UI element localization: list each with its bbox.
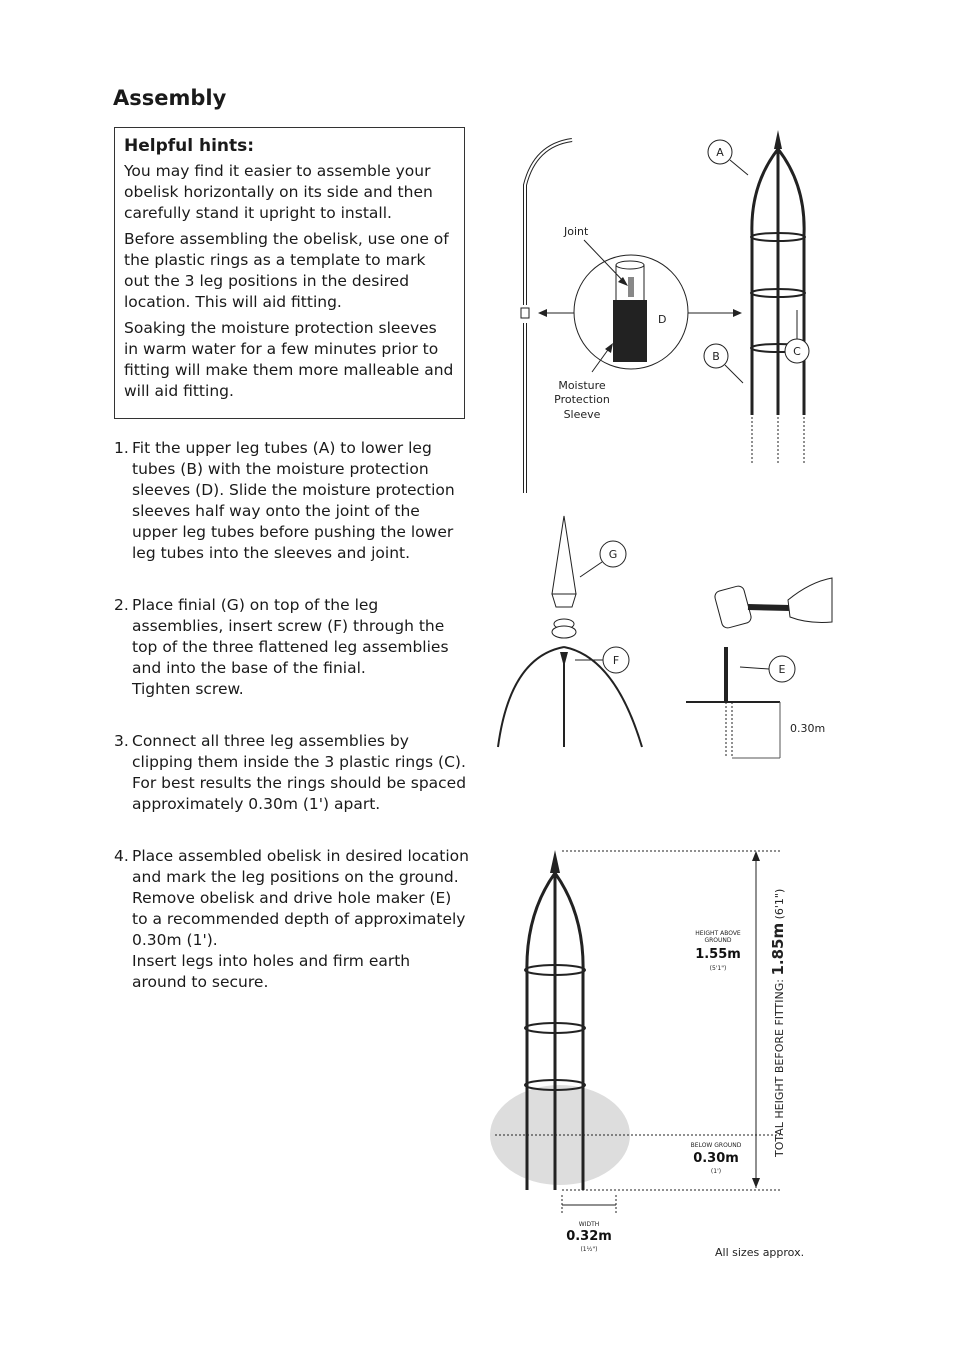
step-extra-text: Tighten screw. (132, 680, 244, 698)
width-label: WIDTH (578, 1221, 600, 1228)
hint-paragraph: Soaking the moisture protection sleeves in warm water for a few minutes prior to fitting will make them more malleable and will aid fitting. (124, 319, 454, 400)
page-title: Assembly (113, 86, 227, 110)
height-above-label: GROUND (704, 937, 732, 944)
label-b: B (712, 350, 720, 363)
step-text: Place finial (G) on top of the leg assemblies, insert screw (F) through the top of the three flattened leg assemblies and into the base of the finial. (132, 596, 449, 677)
step-3 (114, 731, 469, 815)
sizes-note: All sizes approx. (715, 1246, 805, 1259)
hints-title: Helpful hints: (124, 136, 255, 156)
label-f: F (612, 654, 620, 667)
step-number: 4. (114, 847, 129, 865)
step-text: Connect all three leg assemblies by clipping them inside the 3 plastic rings (C). For best results the rings should be spaced approximately 0.30m (1') apart. (132, 732, 467, 813)
below-ground-label: BELOW GROUND (690, 1142, 742, 1149)
joint-label: Joint (564, 225, 589, 238)
label-c: C (793, 345, 801, 358)
finial-diagram (490, 512, 850, 762)
total-height-value: 1.85m (769, 922, 787, 976)
label-d: D (658, 313, 667, 326)
below-ground-value: 0.30m (693, 1151, 739, 1166)
width-imperial: (1¹⁄₂") (580, 1246, 598, 1253)
step-number: 3. (114, 732, 129, 750)
below-ground-imperial: (1') (710, 1168, 722, 1175)
height-above-imperial: (5'1") (709, 965, 727, 972)
label-e: E (778, 663, 786, 676)
hint-paragraph: Before assembling the obelisk, use one of the plastic rings as a template to mark out the 3 leg positions in the desired location. This will aid fitting. (124, 230, 449, 311)
total-height-imperial: (6'1") (773, 888, 786, 920)
label-a: A (716, 146, 724, 159)
moisture-label: Moisture (558, 379, 606, 392)
hint-paragraph: You may find it easier to assemble your obelisk horizontally on its side and then carefully stand it upright to install. (124, 162, 433, 222)
step-number: 1. (114, 439, 129, 457)
depth-label: 0.30m (790, 722, 826, 735)
helpful-hints-box (114, 127, 465, 419)
step-1 (114, 438, 469, 564)
height-above-label: HEIGHT ABOVE (695, 930, 741, 937)
step-2 (114, 595, 469, 700)
step-text: Fit the upper leg tubes (A) to lower leg tubes (B) with the moisture protection sleeves (D). Slide the moisture protection sleeves half way onto the joint of the upper leg tubes before pushing the lower leg tubes into the sleeves and joint. (132, 439, 455, 562)
leg-joint-diagram (500, 125, 830, 495)
step-number: 2. (114, 596, 129, 614)
step-4 (114, 846, 469, 993)
dimensions-diagram (470, 835, 810, 1265)
width-value: 0.32m (566, 1229, 612, 1244)
label-g: G (608, 548, 618, 561)
moisture-label: Sleeve (563, 408, 601, 421)
step-extra-text: Insert legs into holes and firm earth around to secure. (132, 952, 411, 991)
step-text: Place assembled obelisk in desired location and mark the leg positions on the ground. Remove obelisk and drive hole maker (E) to a recommended depth of approximately 0.30m (1'). (132, 847, 469, 949)
svg-text:TOTAL HEIGHT BEFORE FITTING: (769, 889, 787, 1158)
total-height-prefix: TOTAL HEIGHT BEFORE FITTING: (773, 979, 786, 1157)
height-above-value: 1.55m (695, 947, 741, 962)
moisture-label: Protection (554, 393, 610, 406)
